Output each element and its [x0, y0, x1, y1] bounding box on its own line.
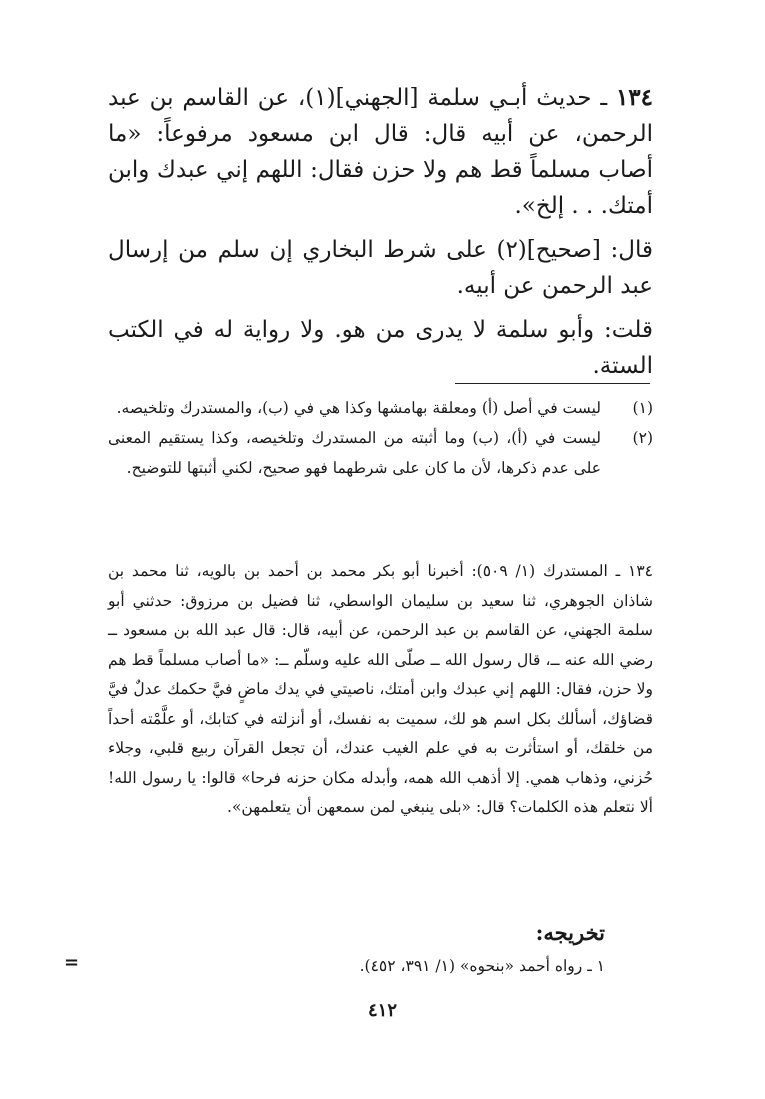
- mustadrak-text: ١٣٤ ـ المستدرك (١/ ٥٠٩): أخبرنا أبو بكر محمد بن أحمد بن بالويه، ثنا محمد بن شاذان الجوهري، ثنا سعيد بن سليمان الواسطي، ثنا فضيل بن مرزوق: حدثني أبو سلمة الجهني، عن القاسم بن عبد الرحمن، عن أبيه، قال: قال عبد الله بن مسعود ــ رضي الله عنه ــ، قال رسول الله ــ صلّى الله عليه وسلّم ــ: «ما أصاب مسلماً قط هم ولا حزن، فقال: اللهم إني عبدك وابن أمتك، ناصيتي في يدك ماضٍ فيَّ حكمك عدلٌ فيَّ قضاؤك، أسألك بكل اسم هو لك، سميت به نفسك، أو أنزلته في كتابك، أو علَّمْته أحداً من خلقك، أو استأثرت به في علم الغيب عندك، أن تجعل القرآن ربيع قلبي، وجلاء حُزني، وذهاب همي. إلا أذهب الله همه، وأبدله مكان حزنه فرحا» قالوا: يا رسول الله! ألا نتعلم هذه الكلمات؟ قال: «بلى ينبغي لمن سمعهن أن يتعلمهن».: [108, 562, 653, 816]
- qala-paragraph: قال: [صحيح](٢) على شرط البخاري إن سلم من إرسال عبد الرحمن عن أبيه.: [108, 237, 654, 299]
- takhrij-item: ١ ـ رواه أحمد «بنحوه» (١/ ٣٩١، ٤٥٢).: [359, 957, 605, 975]
- footnote-separator: [455, 383, 650, 384]
- main-text: [108, 80, 653, 392]
- footnotes: [108, 393, 653, 483]
- qultu-paragraph: قلت: وأبو سلمة لا يدرى من هو. ولا رواية له في الكتب الستة.: [108, 317, 653, 379]
- footnote-2: [108, 423, 653, 483]
- footnote-mark: (٢): [632, 429, 653, 447]
- footnote-1: [108, 393, 653, 423]
- hadith-paragraph: [108, 80, 653, 224]
- hadith-number: ١٣٤: [615, 84, 653, 111]
- page-number: ٤١٢: [367, 1000, 397, 1021]
- hadith-text: ـ حديث أبـي سلمة [الجهني](١)، عن القاسم بن عبد الرحمن، عن أبيه قال: قال ابن مسعود مرفوعاً: «ما أصاب مسلماً قط هم ولا حزن فقال: اللهم إني عبدك وابن أمتك. . . إلخ».: [108, 85, 653, 219]
- footnote-text: ليست في أصل (أ) ومعلقة بهامشها وكذا هي في (ب)، والمستدرك وتلخيصه.: [116, 399, 601, 417]
- continuation-mark: =: [64, 952, 80, 973]
- takhrij-heading: تخريجه:: [535, 920, 605, 945]
- footnote-text: ليست في (أ)، (ب) وما أثبته من المستدرك وتلخيصه، وكذا يستقيم المعنى على عدم ذكرها، لأن ما كان على شرطهما فهو صحيح، لكني أثبتها للتوضيح.: [108, 429, 601, 477]
- footnote-mark: (١): [632, 399, 653, 417]
